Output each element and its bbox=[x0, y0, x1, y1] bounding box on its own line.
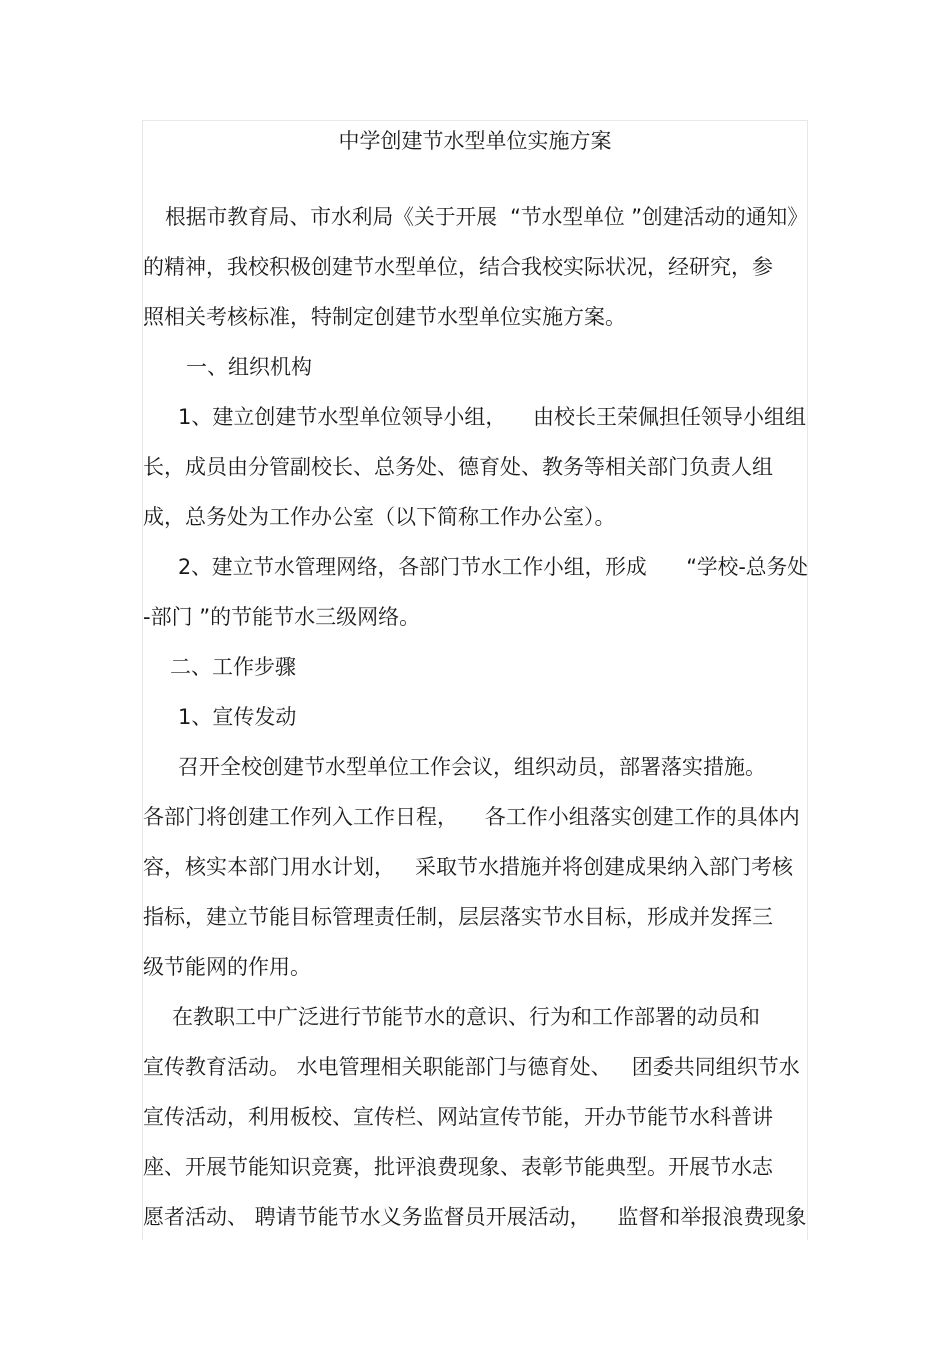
paragraph-line: 各部门将创建工作列入工作日程， 各工作小组落实创建工作的具体内 bbox=[143, 805, 800, 829]
paragraph-line: -部门 ”的节能节水三级网络。 bbox=[143, 605, 421, 629]
paragraph-line: 级节能网的作用。 bbox=[143, 955, 311, 979]
paragraph-line: 容，核实本部门用水计划， 采取节水措施并将创建成果纳入部门考核 bbox=[143, 855, 794, 879]
section-heading: 二、工作步骤 bbox=[170, 655, 296, 679]
paragraph-line: 宣传活动，利用板校、宣传栏、网站宣传节能，开办节能节水科普讲 bbox=[143, 1105, 773, 1129]
paragraph-line: 愿者活动、 聘请节能节水义务监督员开展活动， 监督和举报浪费现象 bbox=[143, 1205, 807, 1229]
paragraph-line: 照相关考核标准，特制定创建节水型单位实施方案。 bbox=[143, 305, 626, 329]
paragraph-line: 长，成员由分管副校长、总务处、德育处、教务等相关部门负责人组 bbox=[143, 455, 773, 479]
paragraph-line: 2、建立节水管理网络，各部门节水工作小组，形成 “学校-总务处 bbox=[178, 555, 808, 579]
paragraph-line: 宣传教育活动。 水电管理相关职能部门与德育处、 团委共同组织节水 bbox=[143, 1055, 800, 1079]
paragraph-line: 指标，建立节能目标管理责任制，层层落实节水目标，形成并发挥三 bbox=[143, 905, 773, 929]
document-title: 中学创建节水型单位实施方案 bbox=[338, 129, 612, 153]
paragraph-line: 1、建立创建节水型单位领导小组， 由校长王荣佩担任领导小组组 bbox=[178, 405, 807, 429]
paragraph-line: 在教职工中广泛进行节能节水的意识、行为和工作部署的动员和 bbox=[172, 1005, 760, 1029]
paragraph-line: 的精神，我校积极创建节水型单位，结合我校实际状况，经研究，参 bbox=[143, 255, 773, 279]
paragraph-line: 召开全校创建节水型单位工作会议，组织动员，部署落实措施。 bbox=[178, 755, 766, 779]
paragraph-line: 成，总务处为工作办公室（以下简称工作办公室）。 bbox=[143, 505, 616, 529]
subsection-heading: 1、宣传发动 bbox=[178, 705, 297, 729]
paragraph-line: 座、开展节能知识竞赛，批评浪费现象、表彰节能典型。开展节水志 bbox=[143, 1155, 773, 1179]
section-heading: 一、组织机构 bbox=[186, 355, 312, 379]
paragraph-line: 根据市教育局、市水利局《关于开展 “节水型单位 ”创建活动的通知》 bbox=[165, 205, 808, 229]
